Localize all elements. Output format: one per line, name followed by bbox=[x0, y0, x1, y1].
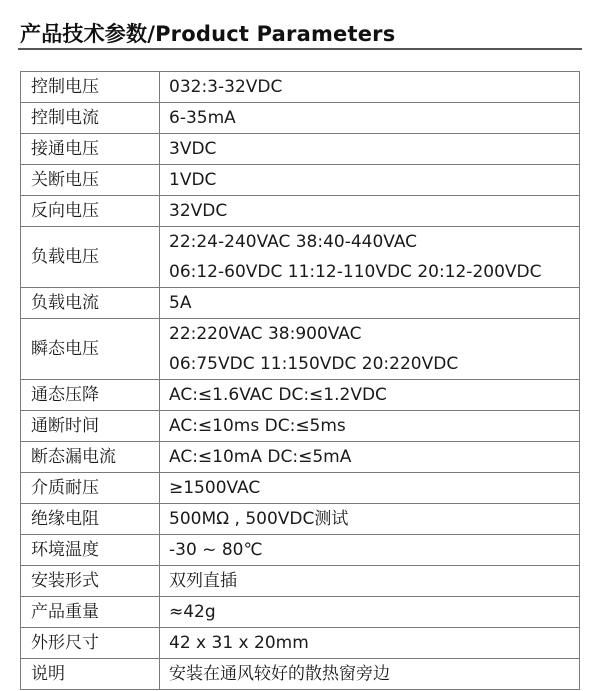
parameter-label: 介质耐压 bbox=[21, 473, 160, 504]
parameter-value-line: 500MΩ , 500VDC测试 bbox=[169, 509, 349, 529]
parameter-row bbox=[21, 134, 580, 165]
parameter-label: 通态压降 bbox=[21, 380, 160, 411]
page-title: 产品技术参数/Product Parameters bbox=[20, 22, 396, 46]
parameter-value-line: AC:≤10mA DC:≤5mA bbox=[169, 447, 352, 467]
parameter-label: 产品重量 bbox=[21, 597, 160, 628]
parameter-value bbox=[160, 227, 580, 288]
parameter-row bbox=[21, 103, 580, 134]
title-underline bbox=[18, 48, 582, 50]
parameter-value bbox=[160, 288, 580, 319]
parameter-value bbox=[160, 196, 580, 227]
parameter-value bbox=[160, 72, 580, 103]
parameter-value-line: 安装在通风较好的散热窗旁边 bbox=[169, 664, 390, 684]
parameter-value-line: AC:≤10ms DC:≤5ms bbox=[169, 416, 346, 436]
parameter-value-line: 06:75VDC 11:150VDC 20:220VDC bbox=[169, 354, 459, 374]
parameter-value bbox=[160, 319, 580, 380]
parameter-value-line: 06:12-60VDC 11:12-110VDC 20:12-200VDC bbox=[169, 262, 542, 282]
parameter-row bbox=[21, 380, 580, 411]
parameter-value bbox=[160, 504, 580, 535]
parameter-value bbox=[160, 411, 580, 442]
parameter-row bbox=[21, 597, 580, 628]
parameter-value-line: -30 ~ 80℃ bbox=[169, 540, 263, 560]
parameter-value-line: AC:≤1.6VAC DC:≤1.2VDC bbox=[169, 385, 387, 405]
parameter-label: 说明 bbox=[21, 659, 160, 690]
parameter-label: 接通电压 bbox=[21, 134, 160, 165]
parameter-value bbox=[160, 380, 580, 411]
parameter-row bbox=[21, 628, 580, 659]
parameter-value-line: 1VDC bbox=[169, 170, 217, 190]
parameter-value-line: 42 x 31 x 20mm bbox=[169, 633, 309, 653]
parameter-value bbox=[160, 535, 580, 566]
parameter-label: 断态漏电流 bbox=[21, 442, 160, 473]
parameter-row bbox=[21, 535, 580, 566]
parameter-label: 环境温度 bbox=[21, 535, 160, 566]
parameter-value-line: 5A bbox=[169, 293, 192, 313]
parameter-row bbox=[21, 165, 580, 196]
parameter-value bbox=[160, 597, 580, 628]
parameter-row bbox=[21, 319, 580, 380]
parameter-value-line: 032:3-32VDC bbox=[169, 77, 283, 97]
parameter-row bbox=[21, 411, 580, 442]
parameters-table-body bbox=[21, 72, 580, 690]
parameter-row bbox=[21, 227, 580, 288]
parameter-label: 反向电压 bbox=[21, 196, 160, 227]
parameter-label: 关断电压 bbox=[21, 165, 160, 196]
parameter-label: 瞬态电压 bbox=[21, 319, 160, 380]
parameter-value-line: 双列直插 bbox=[169, 571, 237, 591]
parameter-value bbox=[160, 473, 580, 504]
parameter-row bbox=[21, 659, 580, 690]
parameter-value-line: 22:24-240VAC 38:40-440VAC bbox=[169, 232, 418, 252]
parameter-value-line: 32VDC bbox=[169, 201, 228, 221]
parameter-label: 控制电流 bbox=[21, 103, 160, 134]
parameters-table bbox=[20, 71, 580, 690]
parameter-label: 通断时间 bbox=[21, 411, 160, 442]
parameter-label: 负载电压 bbox=[21, 227, 160, 288]
parameter-value bbox=[160, 659, 580, 690]
parameter-label: 控制电压 bbox=[21, 72, 160, 103]
parameter-value-line: 3VDC bbox=[169, 139, 217, 159]
parameter-row bbox=[21, 473, 580, 504]
parameter-value-line: 22:220VAC 38:900VAC bbox=[169, 324, 362, 344]
parameter-row bbox=[21, 442, 580, 473]
parameter-value bbox=[160, 566, 580, 597]
parameter-value bbox=[160, 628, 580, 659]
parameter-value bbox=[160, 103, 580, 134]
parameter-value bbox=[160, 442, 580, 473]
parameter-label: 负载电流 bbox=[21, 288, 160, 319]
parameter-value-line: ≥1500VAC bbox=[169, 478, 261, 498]
parameter-label: 安装形式 bbox=[21, 566, 160, 597]
parameter-value bbox=[160, 134, 580, 165]
parameter-label: 绝缘电阻 bbox=[21, 504, 160, 535]
parameter-label: 外形尺寸 bbox=[21, 628, 160, 659]
parameter-row bbox=[21, 288, 580, 319]
parameter-row bbox=[21, 72, 580, 103]
parameter-value bbox=[160, 165, 580, 196]
parameter-row bbox=[21, 196, 580, 227]
parameter-row bbox=[21, 566, 580, 597]
parameter-value-line: ≈42g bbox=[169, 602, 216, 622]
parameter-value-line: 6-35mA bbox=[169, 108, 236, 128]
parameter-row bbox=[21, 504, 580, 535]
